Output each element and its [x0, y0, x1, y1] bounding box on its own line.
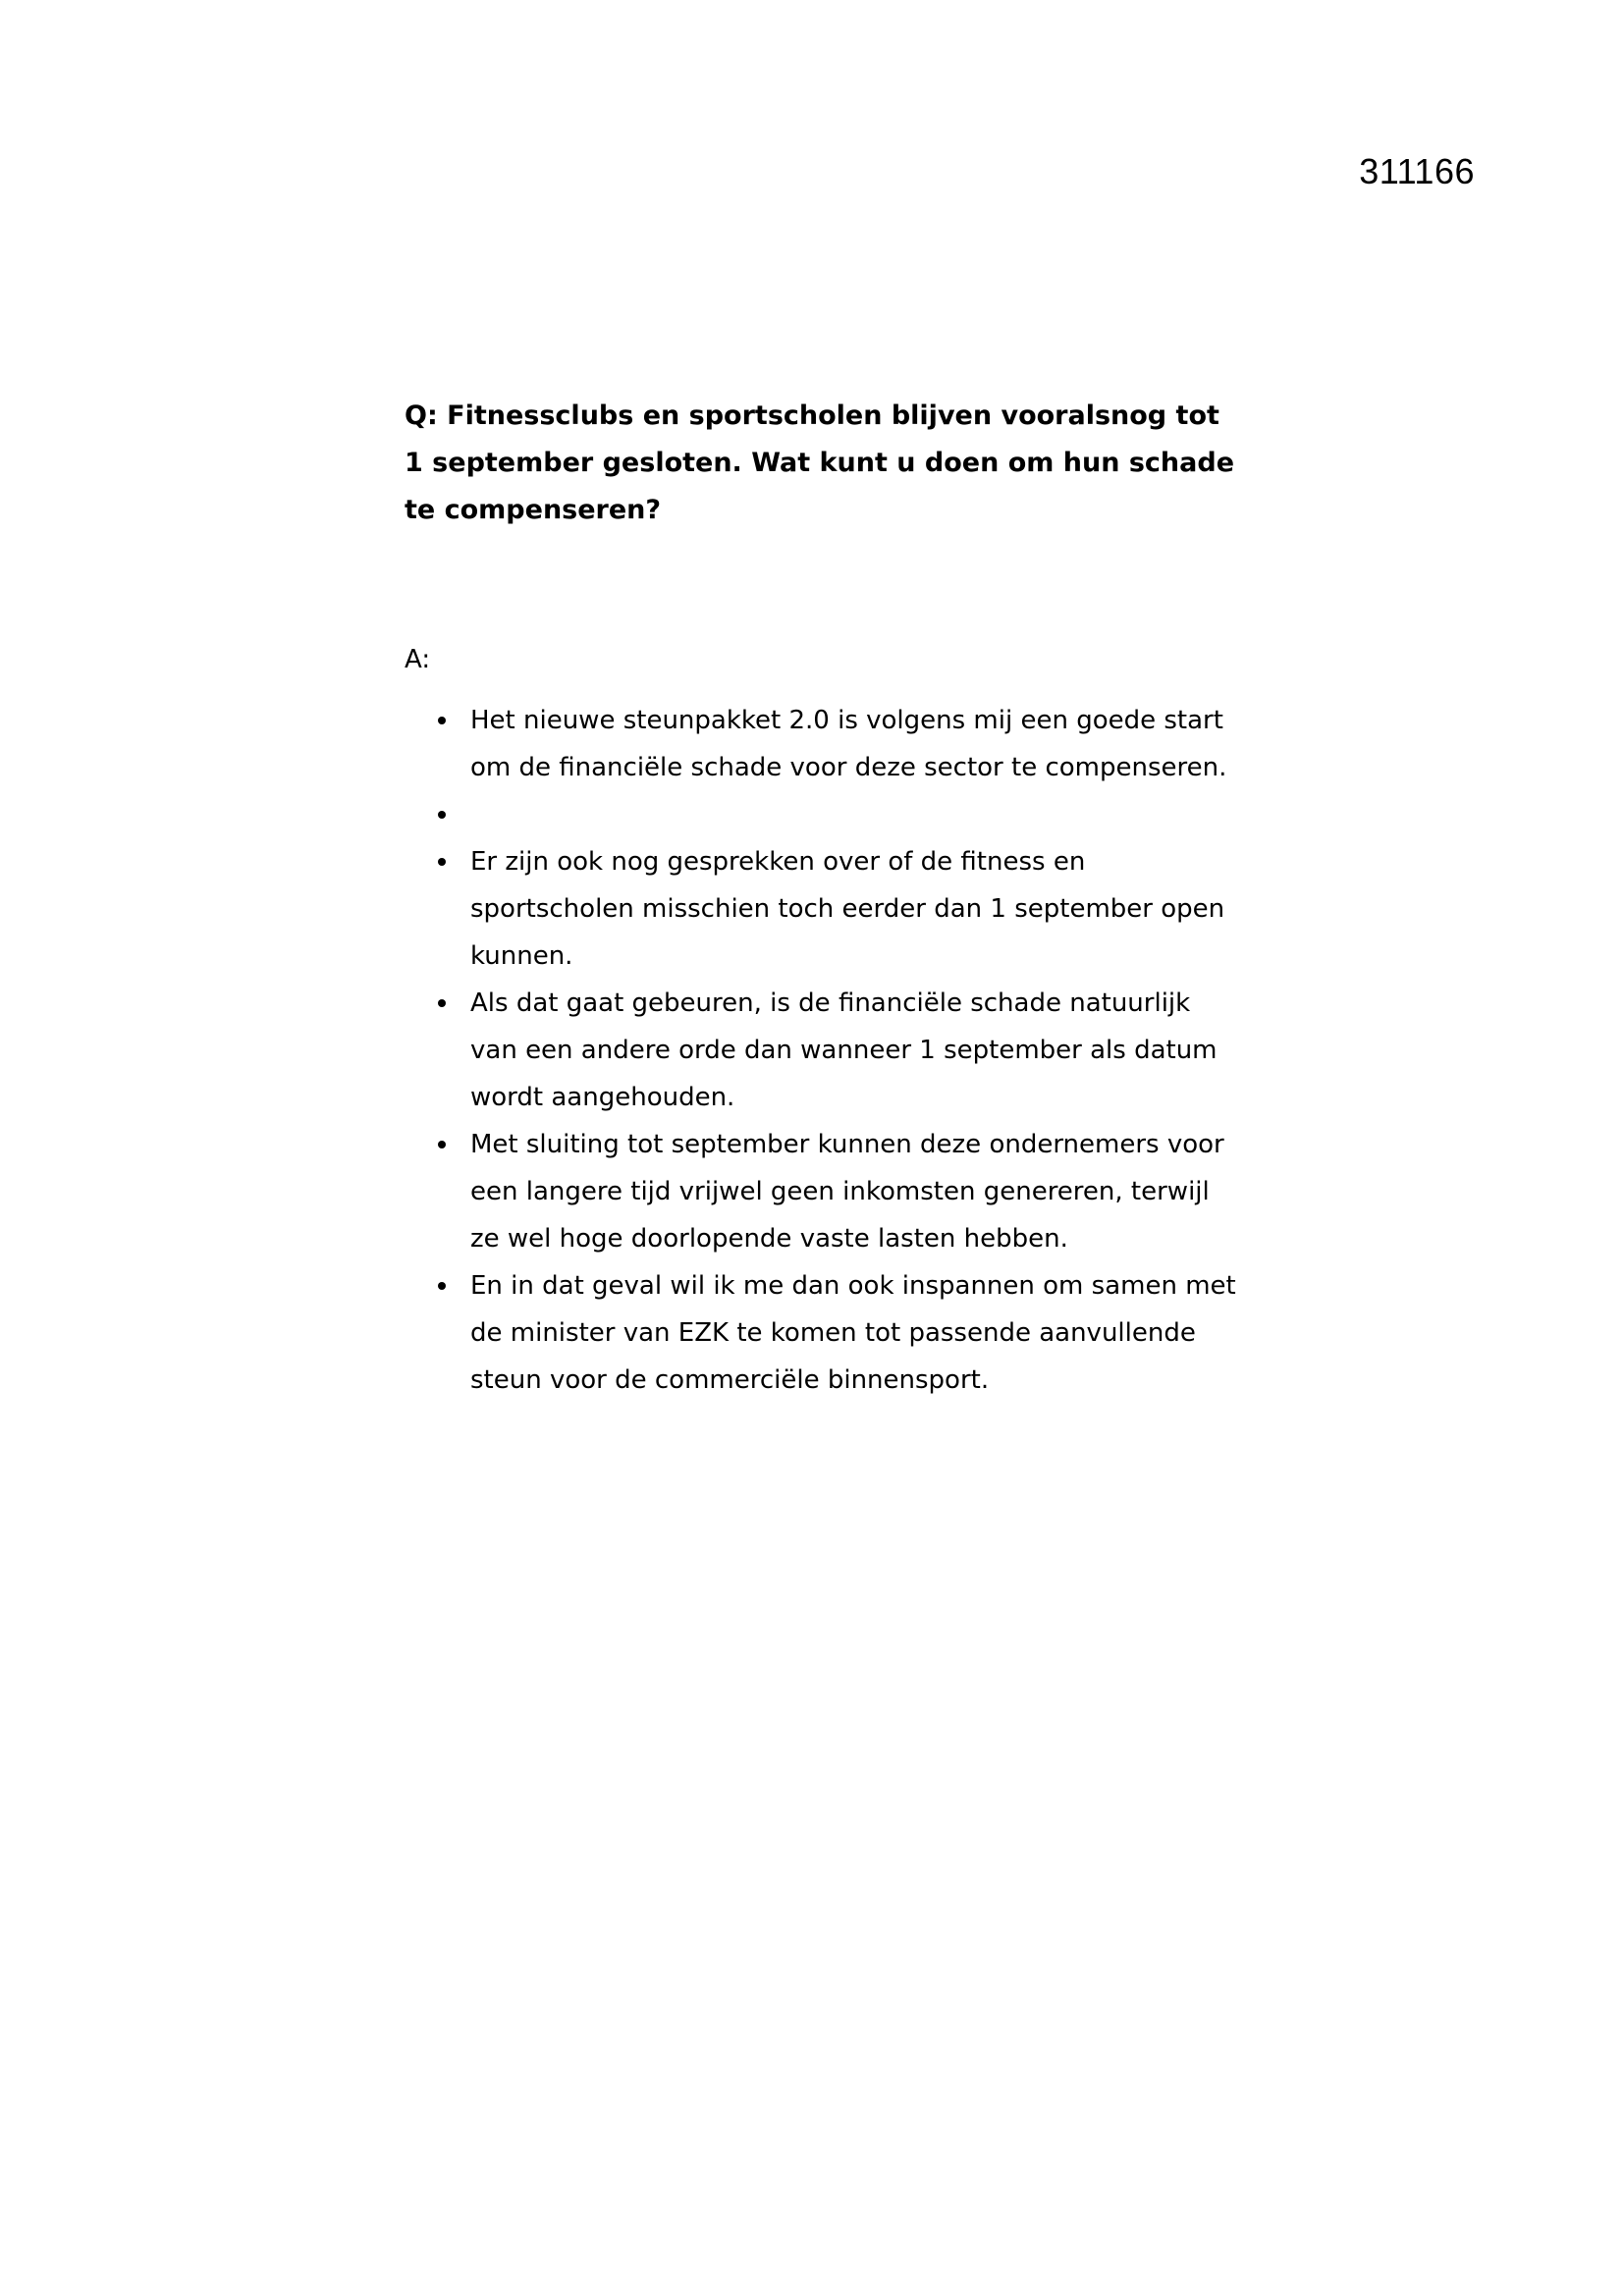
answer-bullet-text: Als dat gaat gebeuren, is de financiële schade natuurlijk van een andere orde dan wanneer 1 september als datum wordt aangehouden. — [470, 988, 1218, 1112]
answer-bullet-text: Het nieuwe steunpakket 2.0 is volgens mij een goede start om de financiële schade voor deze sector te compenseren. — [470, 706, 1227, 782]
answer-bullet-text: Er zijn ook nog gesprekken over of de fitness en sportscholen misschien toch eerder dan 1 september open kunnen. — [470, 847, 1225, 971]
bullet-dot-icon — [438, 1282, 446, 1290]
answer-label: A: — [405, 645, 431, 674]
bullet-dot-icon — [438, 717, 446, 724]
bullet-dot-icon — [438, 858, 446, 866]
answer-bullet-item — [405, 697, 1239, 791]
answer-bullet-item — [405, 1262, 1239, 1404]
bullet-dot-icon — [438, 1141, 446, 1148]
bullet-dot-icon — [438, 999, 446, 1007]
answer-bullet-text: En in dat geval wil ik me dan ook inspannen om samen met de minister van EZK te komen tot passende aanvullende steun voor de commerciële binnensport. — [470, 1271, 1236, 1395]
document-content — [405, 393, 1239, 1404]
answer-bullet-text: Met sluiting tot september kunnen deze ondernemers voor een langere tijd vrijwel geen inkomsten genereren, terwijl ze wel hoge doorlopende vaste lasten hebben. — [470, 1130, 1224, 1254]
answer-bullet-item — [405, 1121, 1239, 1262]
answer-bullet-item — [405, 791, 1239, 838]
answer-bullet-item — [405, 980, 1239, 1121]
bullet-dot-icon — [438, 811, 446, 819]
answer-bullet-list — [405, 697, 1239, 1404]
answer-bullet-item — [405, 838, 1239, 980]
document-number: 311166 — [1359, 151, 1475, 191]
question-text: Q: Fitnessclubs en sportscholen blijven vooralsnog tot 1 september gesloten. Wat kunt u doen om hun schade te compenseren? — [405, 400, 1235, 525]
